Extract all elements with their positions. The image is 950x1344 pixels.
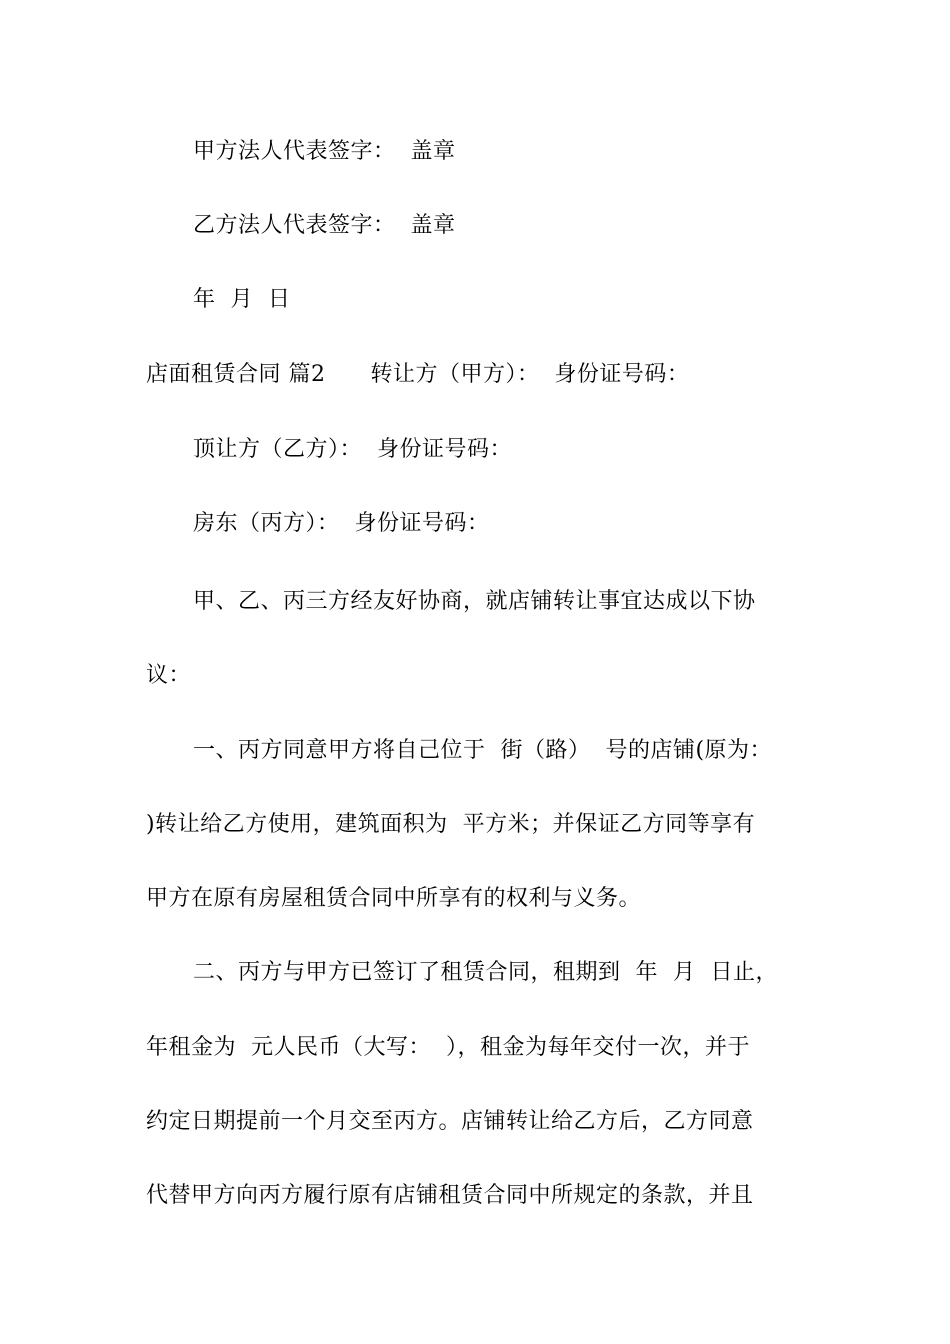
landlord-line: 房东（丙方）： 身份证号码： (193, 511, 490, 536)
clause-2-line-3: 约定日期提前一个月交至丙方。店铺转让给乙方后，乙方同意 (146, 1109, 754, 1134)
clause-1-line-1: 一、丙方同意甲方将自己位于 街（路） 号的店铺(原为： (193, 738, 773, 763)
clause-2-line-4: 代替甲方向丙方履行原有店铺租赁合同中所规定的条款，并且 (146, 1183, 754, 1208)
signature-line-party-b: 乙方法人代表签字： 盖章 (193, 213, 456, 238)
paragraph-intro-line-2: 议： (146, 663, 192, 688)
signature-line-party-a: 甲方法人代表签字： 盖章 (193, 139, 456, 164)
clause-1-line-3: 甲方在原有房屋租赁合同中所享有的权利与义务。 (146, 886, 642, 911)
paragraph-intro-line-1: 甲、乙、丙三方经友好协商，就店铺转让事宜达成以下协 (193, 589, 756, 614)
clause-1-line-2: )转让给乙方使用，建筑面积为 平方米；并保证乙方同等享有 (146, 812, 756, 837)
clause-2-line-1: 二、丙方与甲方已签订了租赁合同，租期到 年 月 日止， (193, 960, 778, 985)
date-line: 年 月 日 (193, 287, 291, 312)
transferee-line: 顶让方（乙方）： 身份证号码： (193, 437, 512, 462)
contract-heading-line: 店面租赁合同 篇2 转让方（甲方）： 身份证号码： (146, 362, 690, 387)
clause-2-line-2: 年租金为 元人民币（大写： ），租金为每年交付一次，并于 (146, 1035, 750, 1060)
